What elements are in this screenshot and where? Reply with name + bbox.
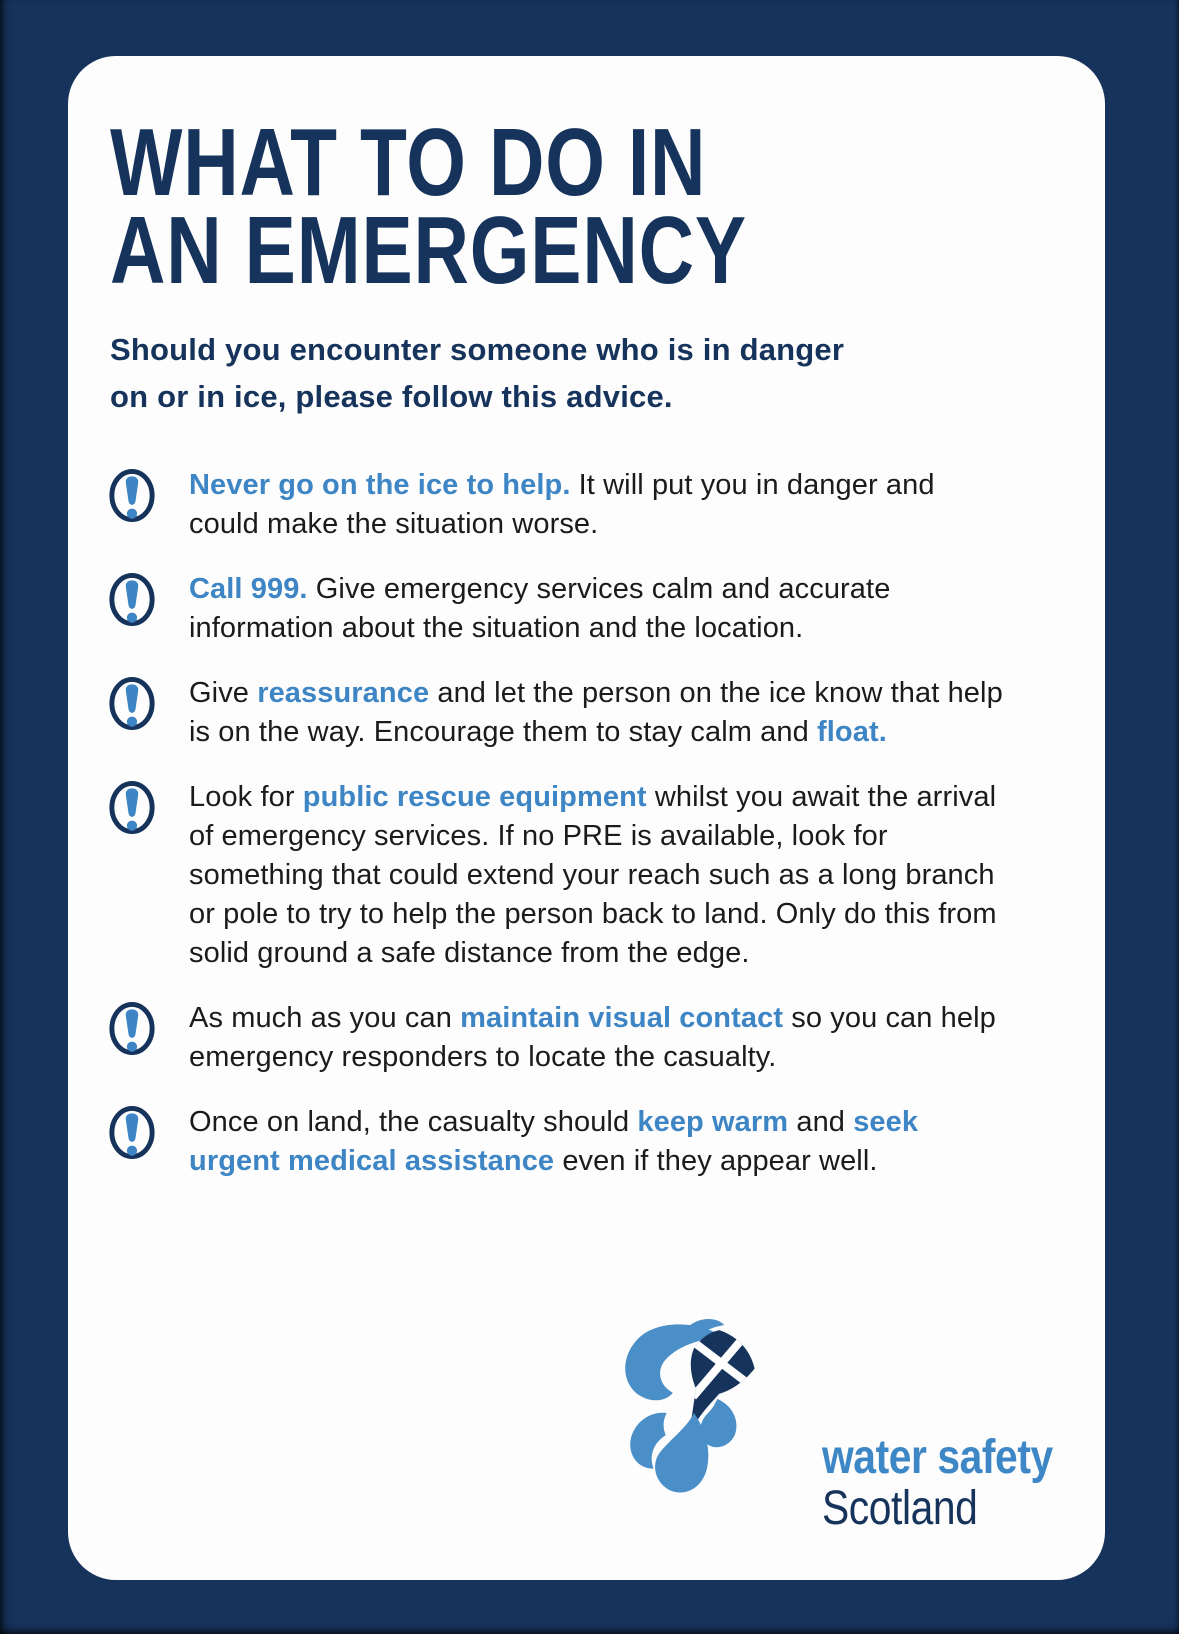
advice-accent-text: Call 999. xyxy=(189,573,308,605)
advice-text-segment: even if they appear well. xyxy=(554,1145,878,1177)
page-title-line2: AN EMERGENCY xyxy=(110,197,747,304)
advice-text xyxy=(189,570,1009,648)
advice-text-segment: Once on land, the casualty should xyxy=(189,1106,638,1138)
poster-card xyxy=(68,56,1105,1580)
advice-text xyxy=(189,466,1009,544)
advice-item xyxy=(108,999,1013,1077)
exclamation-circle-icon xyxy=(108,1105,156,1160)
exclamation-circle-icon xyxy=(108,1001,156,1056)
advice-text-segment: and xyxy=(788,1106,854,1138)
advice-accent-text: reassurance xyxy=(257,677,430,709)
water-safety-scotland-logo xyxy=(596,1314,1066,1594)
intro-line2: on or in ice, please follow this advice. xyxy=(110,379,673,414)
advice-text xyxy=(189,999,1009,1077)
advice-accent-text: maintain visual contact xyxy=(460,1002,784,1034)
advice-text-segment: It will put you in danger and could make the situation worse. xyxy=(189,469,935,540)
advice-accent-text: public rescue equipment xyxy=(302,781,647,813)
page-title-line1: WHAT TO DO IN xyxy=(110,109,707,216)
water-droplets-saltire-icon xyxy=(596,1314,788,1516)
logo-text xyxy=(822,1433,1053,1535)
advice-accent-text: Never go on the ice to help. xyxy=(189,469,571,501)
advice-text xyxy=(189,1103,1009,1181)
page-title xyxy=(110,109,747,304)
intro-line1: Should you encounter someone who is in danger xyxy=(110,332,845,367)
advice-text-segment: Give emergency services calm and accurate information about the situation and the location. xyxy=(189,573,891,644)
advice-list xyxy=(108,466,1013,1207)
advice-item xyxy=(108,778,1013,973)
logo-text-scotland: Scotland xyxy=(822,1482,978,1535)
advice-item xyxy=(108,1103,1013,1181)
advice-accent-text: seek urgent medical assistance xyxy=(189,1106,919,1177)
advice-text-segment: As much as you can xyxy=(189,1002,461,1034)
logo-text-water-safety: water safety xyxy=(822,1431,1053,1484)
advice-accent-text: keep warm xyxy=(637,1106,789,1138)
advice-item xyxy=(108,466,1013,544)
exclamation-circle-icon xyxy=(108,780,156,835)
advice-text-segment: and let the person on the ice know that help is on the way. Encourage them to stay calm and xyxy=(189,677,1003,748)
advice-text-segment: Look for xyxy=(189,781,303,813)
exclamation-circle-icon xyxy=(108,572,156,627)
advice-item xyxy=(108,570,1013,648)
advice-text xyxy=(189,674,1009,752)
advice-text-segment: so you can help emergency responders to locate the casualty. xyxy=(189,1002,996,1073)
advice-text xyxy=(189,778,1009,973)
advice-item xyxy=(108,674,1013,752)
exclamation-circle-icon xyxy=(108,676,156,731)
intro-text xyxy=(110,326,844,420)
exclamation-circle-icon xyxy=(108,468,156,523)
advice-accent-text: float. xyxy=(817,716,887,748)
advice-text-segment: Give xyxy=(189,677,258,709)
advice-text-segment: whilst you await the arrival of emergency services. If no PRE is available, look for something that could extend your reach such as a long branch or pole to try to help the person back to land. Only do this from solid ground a safe distance from the edge. xyxy=(189,781,997,969)
